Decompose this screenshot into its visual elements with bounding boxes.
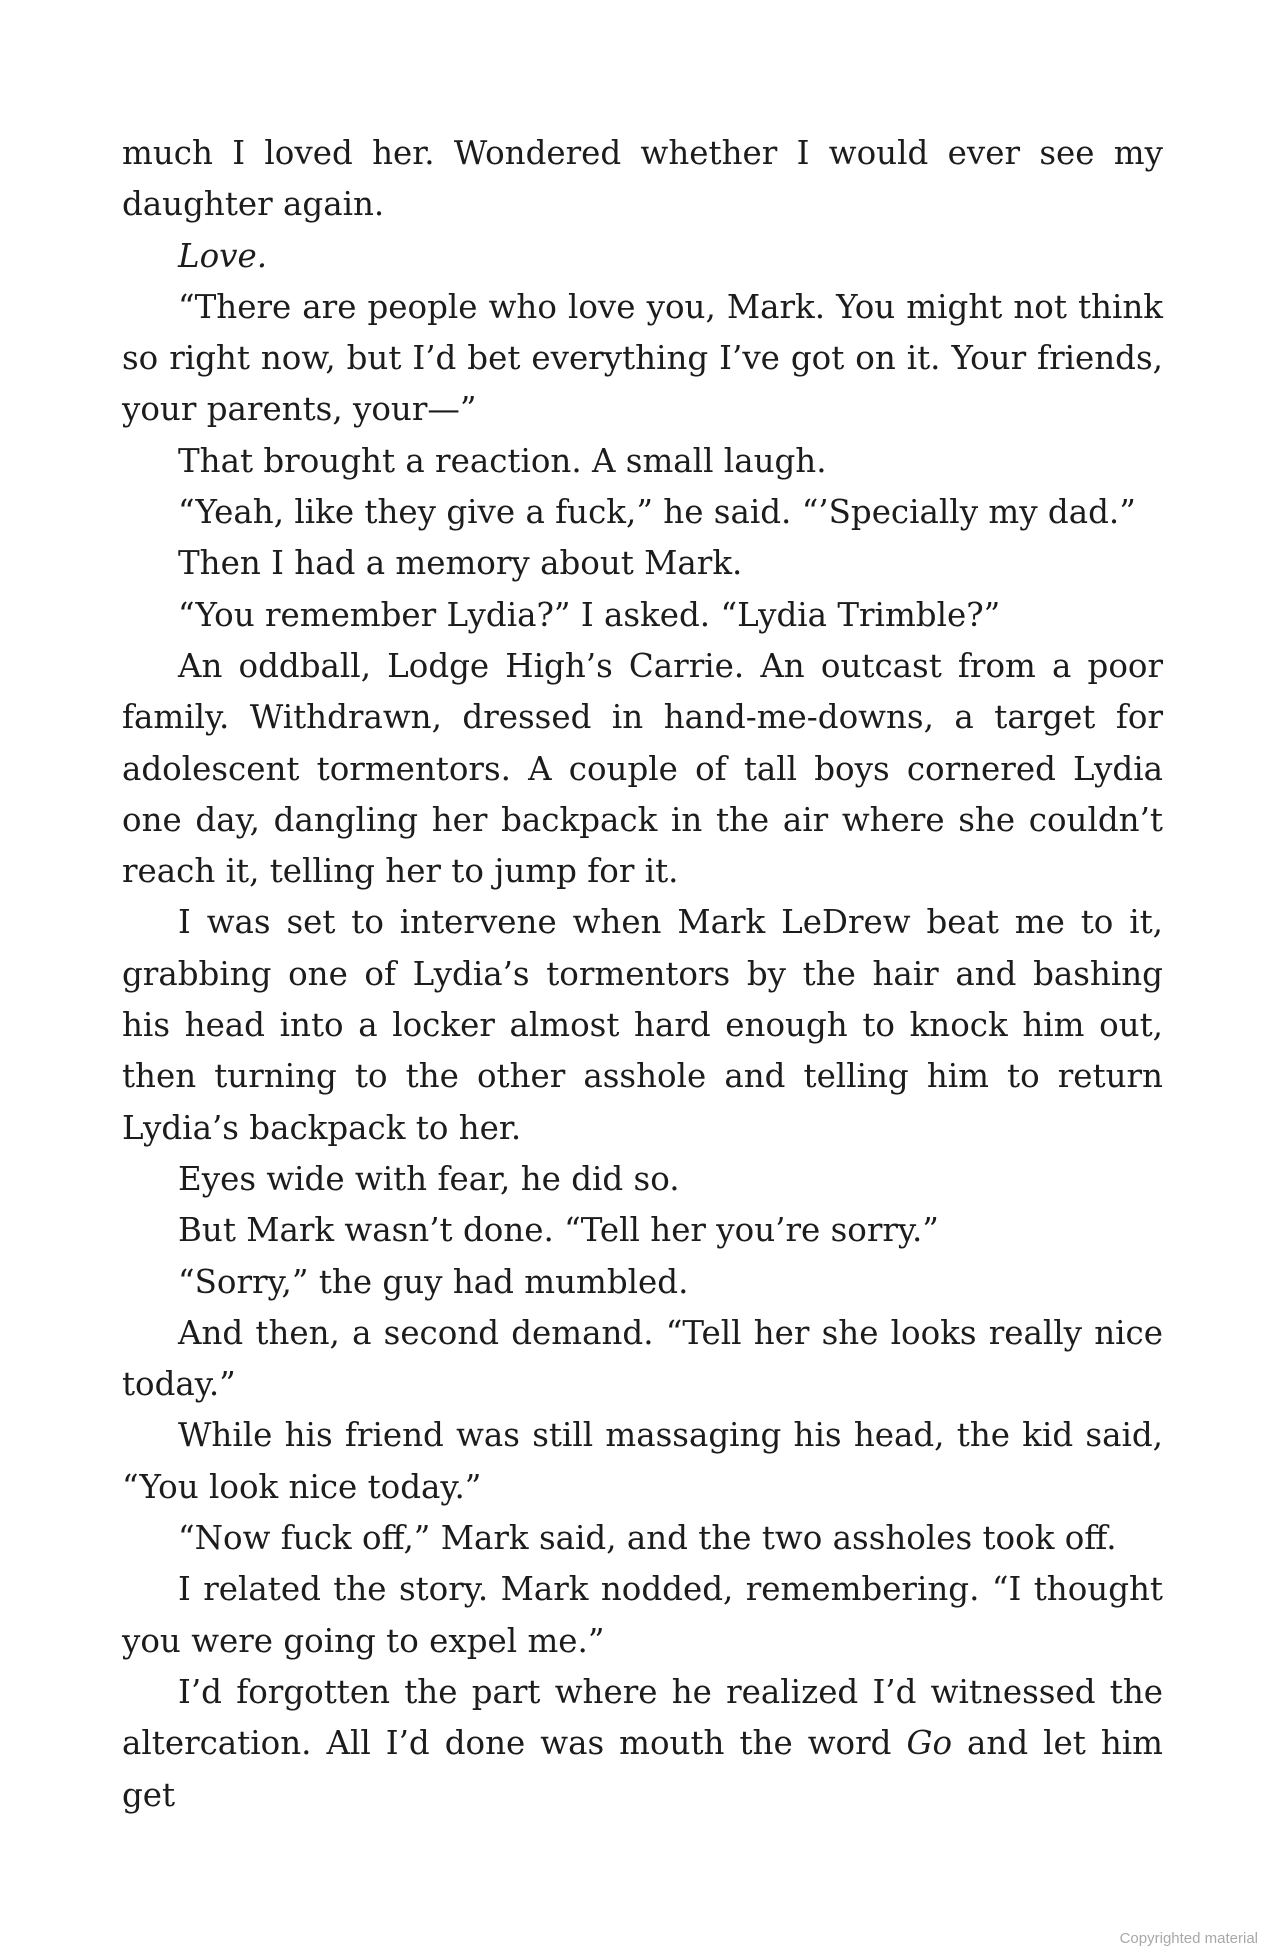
paragraph: “You remember Lydia?” I asked. “Lydia Trimble?” [178,595,1001,634]
copyright-watermark: Copyrighted material [1119,1930,1258,1947]
paragraph: “Now fuck off,” Mark said, and the two assholes took off. [178,1519,1117,1558]
paragraph: I related the story. Mark nodded, remembering. “I thought you were going to expel me.” [122,1570,1163,1660]
body-text [122,128,1163,1821]
paragraph: I was set to intervene when Mark LeDrew beat me to it, grabbing one of Lydia’s tormentors by the hair and bashing his head into a locker almost hard enough to knock him out, then turning to the other asshole and telling him to return Lydia’s backpack to her. [122,903,1163,1147]
paragraph: That brought a reaction. A small laugh. [178,441,827,480]
paragraph: Eyes wide with fear, he did so. [178,1159,680,1198]
italic-word: Go [906,1724,953,1763]
paragraph: Then I had a memory about Mark. [178,544,743,583]
paragraph: And then, a second demand. “Tell her she looks really nice today.” [122,1313,1163,1404]
paragraph: While his friend was still massaging his head, the kid said, “You look nice today.” [122,1416,1163,1506]
paragraph: much I loved her. Wondered whether I would ever see my daughter again. [122,134,1163,224]
paragraph: “Sorry,” the guy had mumbled. [178,1262,689,1301]
paragraph-italic: Love. [178,236,268,275]
paragraph-text: and let him get [122,1724,1164,1814]
paragraph: An oddball, Lodge High’s Carrie. An outcast from a poor family. Withdrawn, dressed in hand-me-downs, a target for adolescent tormentors. A couple of tall boys cornered Lydia one day, dangling her backpack in the air where she couldn’t reach it, telling her to jump for it. [122,646,1163,891]
paragraph: “There are people who love you, Mark. You might not think so right now, but I’d bet everything I’ve got on it. Your friends, your parents, your—” [122,287,1163,429]
paragraph: “Yeah, like they give a fuck,” he said. “’Specially my dad.” [178,493,1136,532]
paragraph [122,1667,1163,1821]
paragraph: But Mark wasn’t done. “Tell her you’re sorry.” [178,1211,939,1250]
paragraph-text: I’d forgotten the part where he realized I’d witnessed the altercation. All I’d done was mouth the word [122,1672,1163,1763]
